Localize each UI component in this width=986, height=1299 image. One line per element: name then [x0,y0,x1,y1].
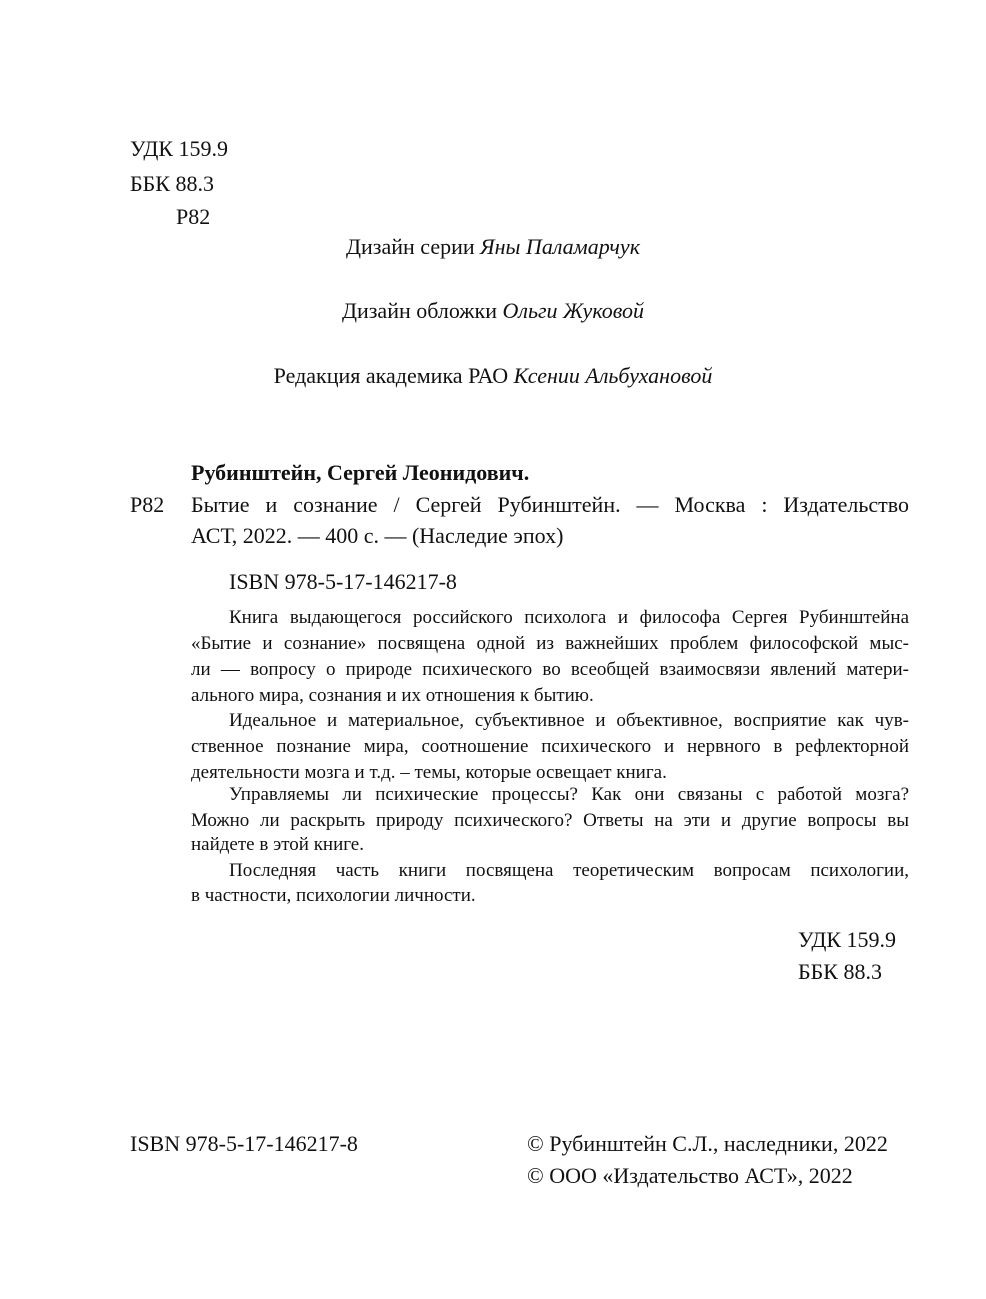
annotation-line: ального мира, сознания и их отношения к бытию. [191,685,594,706]
editor-credit [0,362,986,390]
footer-isbn: ISBN 978-5-17-146217-8 [130,1131,358,1156]
copyright-publisher: © ООО «Издательство АСТ», 2022 [527,1163,853,1188]
author-heading: Рубинштейн, Сергей Леонидович. [191,460,530,485]
annotation-line: деятельности мозга и т.д. – темы, которые освещает книга. [191,762,667,783]
author-sign-top: Р82 [176,204,211,229]
series-design-label: Дизайн серии [346,234,475,259]
udk-bottom: УДК 159.9 [798,927,897,952]
bbk-top: ББК 88.3 [130,171,214,196]
series-design-credit [0,233,986,261]
cover-design-credit [0,297,986,325]
annotation-line: Управляемы ли психические процессы? Как они связаны с работой мозга? [229,784,909,805]
annotation-line: ственное познание мира, соотношение психического и нервного в рефлекторной [191,736,909,757]
editor-label: Редакция академика РАО [273,363,509,388]
annotation-line: «Бытие и сознание» посвящена одной из важнейших проблем философской мыс- [191,633,909,654]
cover-design-name: Ольги Жуковой [502,298,645,323]
udk-top: УДК 159.9 [130,136,229,161]
annotation-line: Книга выдающегося российского психолога и философа Сергея Рубинштейна [229,607,909,628]
catalog-entry-line2: АСТ, 2022. — 400 с. — (Наследие эпох) [191,523,564,548]
catalog-sign: Р82 [130,492,165,517]
copyright-author: © Рубинштейн С.Л., наследники, 2022 [527,1131,888,1156]
annotation-line: ли — вопросу о природе психического во всеобщей взаимосвязи явлений матери- [191,659,909,680]
annotation-line: найдете в этой книге. [191,834,364,855]
catalog-entry-line1: Бытие и сознание / Сергей Рубинштейн. — Москва : Издательство [191,492,909,517]
annotation-line: Последняя часть книги посвящена теоретическим вопросам психологии, [229,860,909,881]
annotation-line: Можно ли раскрыть природу психического? Ответы на эти и другие вопросы вы [191,810,909,831]
annotation-line: Идеальное и материальное, субъективное и объективное, восприятие как чув- [229,710,909,731]
annotation-line: в частности, психологии личности. [191,885,476,906]
catalog-isbn: ISBN 978-5-17-146217-8 [229,569,457,594]
editor-name: Ксении Альбухановой [513,363,713,388]
bbk-bottom: ББК 88.3 [798,959,882,984]
cover-design-label: Дизайн обложки [341,298,497,323]
series-design-name: Яны Паламарчук [480,234,640,259]
